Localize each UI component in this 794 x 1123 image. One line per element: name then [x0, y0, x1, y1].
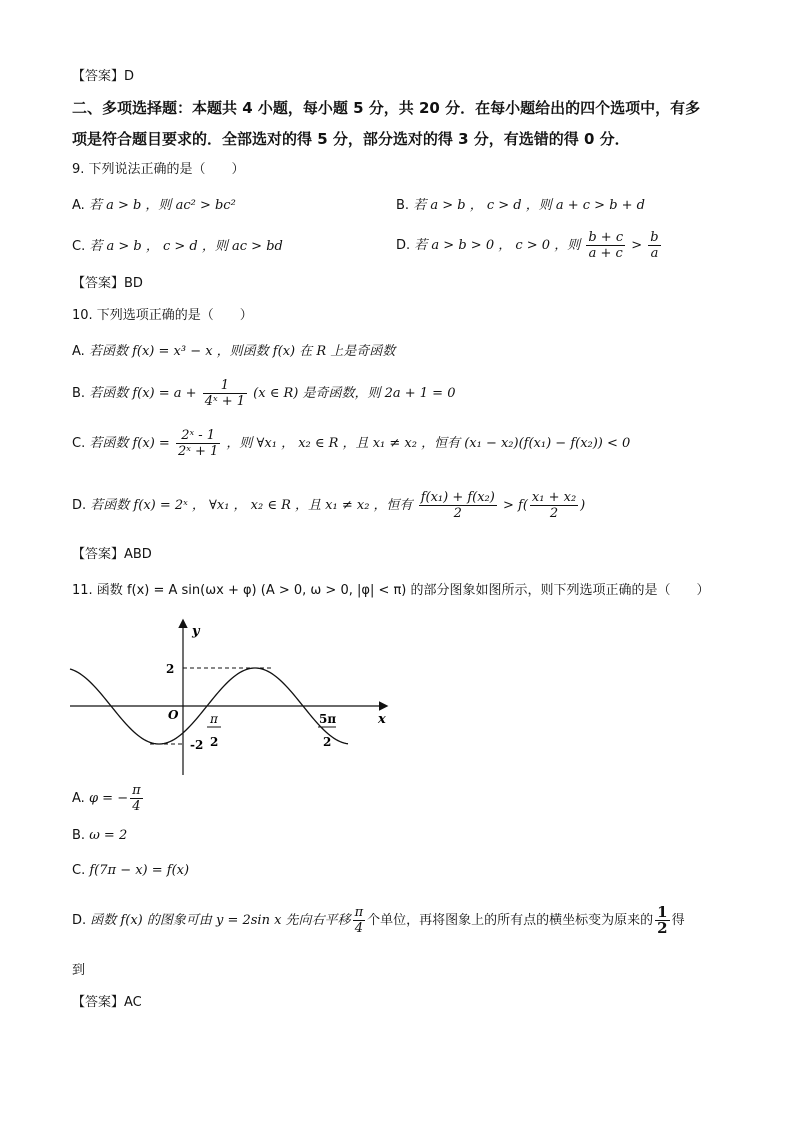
- option-text: 函数 f(x) 的图象可由 y = 2sin x 先向右平移: [90, 913, 351, 928]
- option-text: 若 a > b ，则 ac² > bc²: [88, 198, 236, 213]
- option-label: A.: [72, 344, 85, 359]
- option-label: B.: [396, 198, 410, 213]
- question-11-stem: 11. 函数 f(x) = A sin(ωx + φ) (A > 0, ω > 0, |φ| < π) 的部分图象如图所示，则下列选项正确的是（ ）: [72, 583, 710, 598]
- q9-option-c: [72, 238, 283, 256]
- option-label: D.: [72, 913, 87, 928]
- fraction: $\frac{b + c}{a + c}$: [588, 230, 624, 261]
- fraction: $\frac{\pi}{4}$: [354, 905, 364, 936]
- q10-option-b: [72, 378, 455, 409]
- q11-option-b: [72, 827, 127, 845]
- option-label: D.: [396, 238, 411, 253]
- origin-label: O: [168, 708, 179, 722]
- option-text: 若函数 f(x) = x³ − x ，则函数 f(x) 在 R 上是奇函数: [88, 344, 396, 359]
- q10-option-c: [72, 428, 630, 459]
- q11-option-c: [72, 862, 189, 880]
- y-max-label: 2: [166, 662, 175, 676]
- gt-sign: >: [631, 238, 643, 253]
- fraction: $\frac{b}{a}$: [650, 230, 659, 261]
- option-label: D.: [72, 498, 87, 513]
- option-text: ω = 2: [89, 828, 128, 843]
- option-text-post: (x ∈ R) 是奇函数，则 2a + 1 = 0: [253, 386, 456, 401]
- option-label: C.: [72, 239, 86, 254]
- option-label: C.: [72, 863, 86, 878]
- q11-option-d: [72, 905, 685, 936]
- option-text: 若函数 f(x) =: [89, 436, 170, 451]
- fraction: $\frac{1}{\text{4ˣ + 1}}$: [204, 378, 246, 409]
- tick-pi-half-num: π: [210, 712, 218, 726]
- fraction: $\frac{1}{2}$: [657, 903, 668, 937]
- q11-option-a: [72, 783, 145, 814]
- q9-answer: 【答案】BD: [72, 276, 143, 291]
- option-label: A.: [72, 198, 85, 213]
- option-text-post: ，则 ∀x₁ ， x₂ ∈ R ，且 x₁ ≠ x₂ ，恒有 (x₁ − x₂)(f(x₁) − f(x₂)) < 0: [226, 436, 631, 451]
- tick-5pi-half-num: 5π: [319, 712, 337, 726]
- option-text: 若 a > b > 0 ， c > 0 ，则: [414, 238, 581, 253]
- x-axis-label: x: [378, 712, 386, 727]
- option-label: B.: [72, 828, 86, 843]
- y-axis-label: y: [192, 624, 200, 639]
- option-label: C.: [72, 436, 86, 451]
- q10-option-d: [72, 490, 585, 521]
- fraction: $\frac{\pi}{4}$: [132, 783, 141, 814]
- tick-5pi-half-den: 2: [323, 735, 332, 749]
- option-text: 若函数 f(x) = 2ˣ ， ∀x₁ ， x₂ ∈ R ，且 x₁ ≠ x₂ ，恒有: [90, 498, 413, 513]
- q9-option-b: [396, 197, 645, 215]
- fraction: $\frac{\text{x₁ + x₂}}{2}$: [531, 490, 577, 521]
- sine-graph: [66, 615, 396, 785]
- option-text: 若 a > b ， c > d ，则 ac > bd: [89, 239, 283, 254]
- option-text: 若函数 f(x) = a +: [89, 386, 197, 401]
- option-label: B.: [72, 386, 86, 401]
- q10-answer: 【答案】ABD: [72, 547, 152, 562]
- y-min-label: -2: [190, 738, 204, 752]
- option-text-post: 得: [671, 913, 685, 928]
- fraction: $\frac{\text{2ˣ - 1}}{\text{2ˣ + 1}}$: [177, 428, 219, 459]
- option-text: f(7π − x) = f(x): [89, 863, 190, 878]
- section-heading-cont: 项是符合题目要求的．全部选对的得 5 分，部分选对的得 3 分，有选错的得 0 分．: [72, 130, 630, 148]
- answer-line: 【答案】D: [72, 69, 135, 84]
- q10-option-a: [72, 343, 395, 361]
- option-text-post: ): [580, 498, 586, 513]
- tick-pi-half-den: 2: [210, 735, 219, 749]
- option-text-mid: 个单位，再将图象上的所有点的横坐标变为原来的: [367, 913, 654, 928]
- question-9-stem: 9. 下列说法正确的是（ ）: [72, 162, 245, 177]
- option-text-mid: > f(: [502, 498, 528, 513]
- q9-option-a: [72, 197, 236, 215]
- q9-option-d: [396, 230, 663, 261]
- fraction: $\frac{\text{f(x₁) + f(x₂)}}{2}$: [420, 490, 495, 521]
- option-text: φ = −: [88, 791, 129, 806]
- option-label: A.: [72, 791, 85, 806]
- section-heading: 二、多项选择题：本题共 4 小题，每小题 5 分，共 20 分．在每小题给出的四个选项中，有多: [72, 99, 701, 117]
- q11-answer: 【答案】AC: [72, 995, 142, 1010]
- question-10-stem: 10. 下列选项正确的是（ ）: [72, 308, 253, 323]
- q11-option-d-cont: 到: [72, 963, 86, 978]
- option-text: 若 a > b ， c > d ，则 a + c > b + d: [413, 198, 646, 213]
